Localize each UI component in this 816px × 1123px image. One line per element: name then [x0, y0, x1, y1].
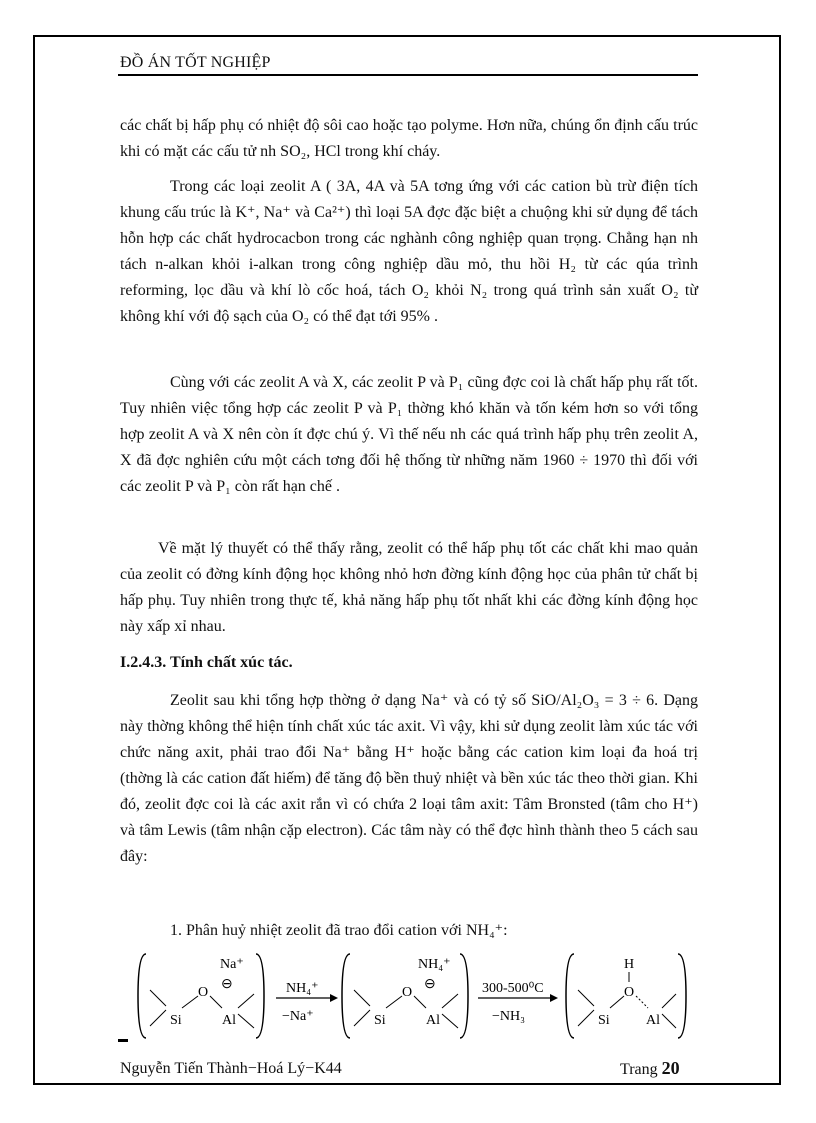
h-label: H [624, 957, 635, 972]
bond-line [414, 996, 426, 1008]
bond-line [578, 990, 594, 1006]
arrow1-bottom: −Na⁺ [282, 1009, 314, 1024]
page-header-title: ĐỒ ÁN TỐT NGHIỆP [120, 54, 271, 71]
bracket-right-3 [678, 954, 686, 1038]
section-paragraph: Zeolit sau khi tổng hợp thờng ở dạng Na⁺ và có tỷ số SiO/Al₂O₃ = 3 ÷ 6. Dạng này thờng không thể hiện tính chất xúc tác axit. Vì vậy, khi sử dụng zeolit làm xúc tác với chức năng axit, phải trao đổi Na⁺ bằng H⁺ hoặc bằng các cation kim loại đa hoá trị (thờng là các cation đất hiếm) để tăng độ bền thuỷ nhiệt và bền xúc tác theo thời gian. Khi đó, zeolit đợc coi là các axit rắn vì có chứa 2 loại tâm axit: Tâm Bronsted (tâm cho H⁺) và tâm Lewis (tâm nhận cặp electron). Các tâm này có thể đợc hình thành theo 5 cách sau đây: [120, 692, 698, 865]
bond-line [442, 1014, 458, 1028]
si-label-2: Si [374, 1013, 386, 1028]
bracket-left-3 [566, 954, 574, 1038]
arrow2-bottom: −NH₃ [492, 1009, 525, 1024]
nh4-label: NH₄⁺ [418, 957, 451, 972]
paragraph-3: Cùng với các zeolit A và X, các zeolit P và P₁ cũng đợc coi là chất hấp phụ rất tốt. Tuy nhiên việc tổng hợp các zeolit P và P₁ thờng khó khăn và tốn kém hơn so với tổng hợp zeolit A và X nên còn ít đợc chú ý. Vì thế nếu nh các quá trình hấp phụ trên zeolit A, X đã đợc nghiên cứu một cách tơng đối hệ thống từ những năm 1960 ÷ 1970 thì đối với các zeolit P và P₁ còn rất hạn chế . [120, 374, 698, 495]
paragraph-4: Về mặt lý thuyết có thể thấy rằng, zeolit có thể hấp phụ tốt các chất khi mao quản của zeolit có đờng kính động học không nhỏ hơn đờng kính động học của phân tử chất bị hấp phụ. Tuy nhiên trong thực tế, khả năng hấp phụ tốt nhất khi các đờng kính động học này xấp xỉ nhau. [120, 540, 698, 635]
footer-author: Nguyễn Tiến Thành−Hoá Lý−K44 [120, 1060, 342, 1077]
bond-line [578, 1010, 594, 1026]
si-label-3: Si [598, 1013, 610, 1028]
reaction-diagram [118, 948, 688, 1043]
footer-page [620, 1058, 680, 1079]
charge-2: ⊖ [424, 977, 436, 992]
page-label: Trang [620, 1061, 658, 1078]
bond-line [238, 1014, 254, 1028]
paragraph-2: Trong các loại zeolit A ( 3A, 4A và 5A tơng ứng với các cation bù trừ điện tích khung cấu trúc là K⁺, Na⁺ và Ca²⁺) thì loại 5A đợc đặc biệt a chuộng khi sử dụng để tách hỗn hợp các chất hydrocacbon trong các nghành công nghiệp quan trọng. Chẳng hạn nh tách n-alkan khỏi i-alkan trong công nghiệp dầu mỏ, thu hồi H₂ từ các qúa trình reforming, lọc dầu và khí lò cốc hoá, tách O₂ khỏi N₂ trong quá trình sản xuất O₂ từ không khí với độ sạch của O₂ có thể đạt tới 95% . [120, 178, 698, 325]
al-label-3: Al [646, 1013, 660, 1028]
header-rule [118, 74, 698, 76]
bond-line-dashed [636, 996, 648, 1008]
bond-line [442, 994, 458, 1008]
bracket-right-1 [256, 954, 264, 1038]
list-item: 1. Phân huỷ nhiệt zeolit đã trao đổi cation với NH₄⁺: [170, 922, 508, 939]
na-label: Na⁺ [220, 957, 244, 972]
bond-line [150, 1010, 166, 1026]
arrow-head [330, 994, 338, 1002]
o-label-1: O [198, 985, 209, 1000]
page-number: 20 [661, 1058, 680, 1078]
o-label-3: O [624, 985, 635, 1000]
bracket-right-2 [460, 954, 468, 1038]
bond-line [210, 996, 222, 1008]
section-heading: I.2.4.3. Tính chất xúc tác. [120, 654, 293, 671]
bond-line [238, 994, 254, 1008]
bond-line [386, 996, 402, 1008]
bond-line [354, 1010, 370, 1026]
al-label-2: Al [426, 1013, 440, 1028]
arrow2-top: 300-500⁰C [482, 981, 544, 996]
margin-mark [118, 1039, 128, 1042]
bond-line [662, 1014, 676, 1028]
bracket-left-1 [138, 954, 146, 1038]
al-label-1: Al [222, 1013, 236, 1028]
bond-line [182, 996, 198, 1008]
arrow1-top: NH₄⁺ [286, 981, 319, 996]
o-label-2: O [402, 985, 413, 1000]
bond-line [610, 996, 624, 1008]
bond-line [354, 990, 370, 1006]
paragraph-1: các chất bị hấp phụ có nhiệt độ sôi cao hoặc tạo polyme. Hơn nữa, chúng ổn định cấu trúc khi có mặt các cấu tử nh SO₂, HCl trong khí cháy. [120, 117, 698, 160]
arrow-head [550, 994, 558, 1002]
bond-line [150, 990, 166, 1006]
si-label-1: Si [170, 1013, 182, 1028]
bracket-left-2 [342, 954, 350, 1038]
bond-line [662, 994, 676, 1008]
charge-1: ⊖ [221, 977, 233, 992]
